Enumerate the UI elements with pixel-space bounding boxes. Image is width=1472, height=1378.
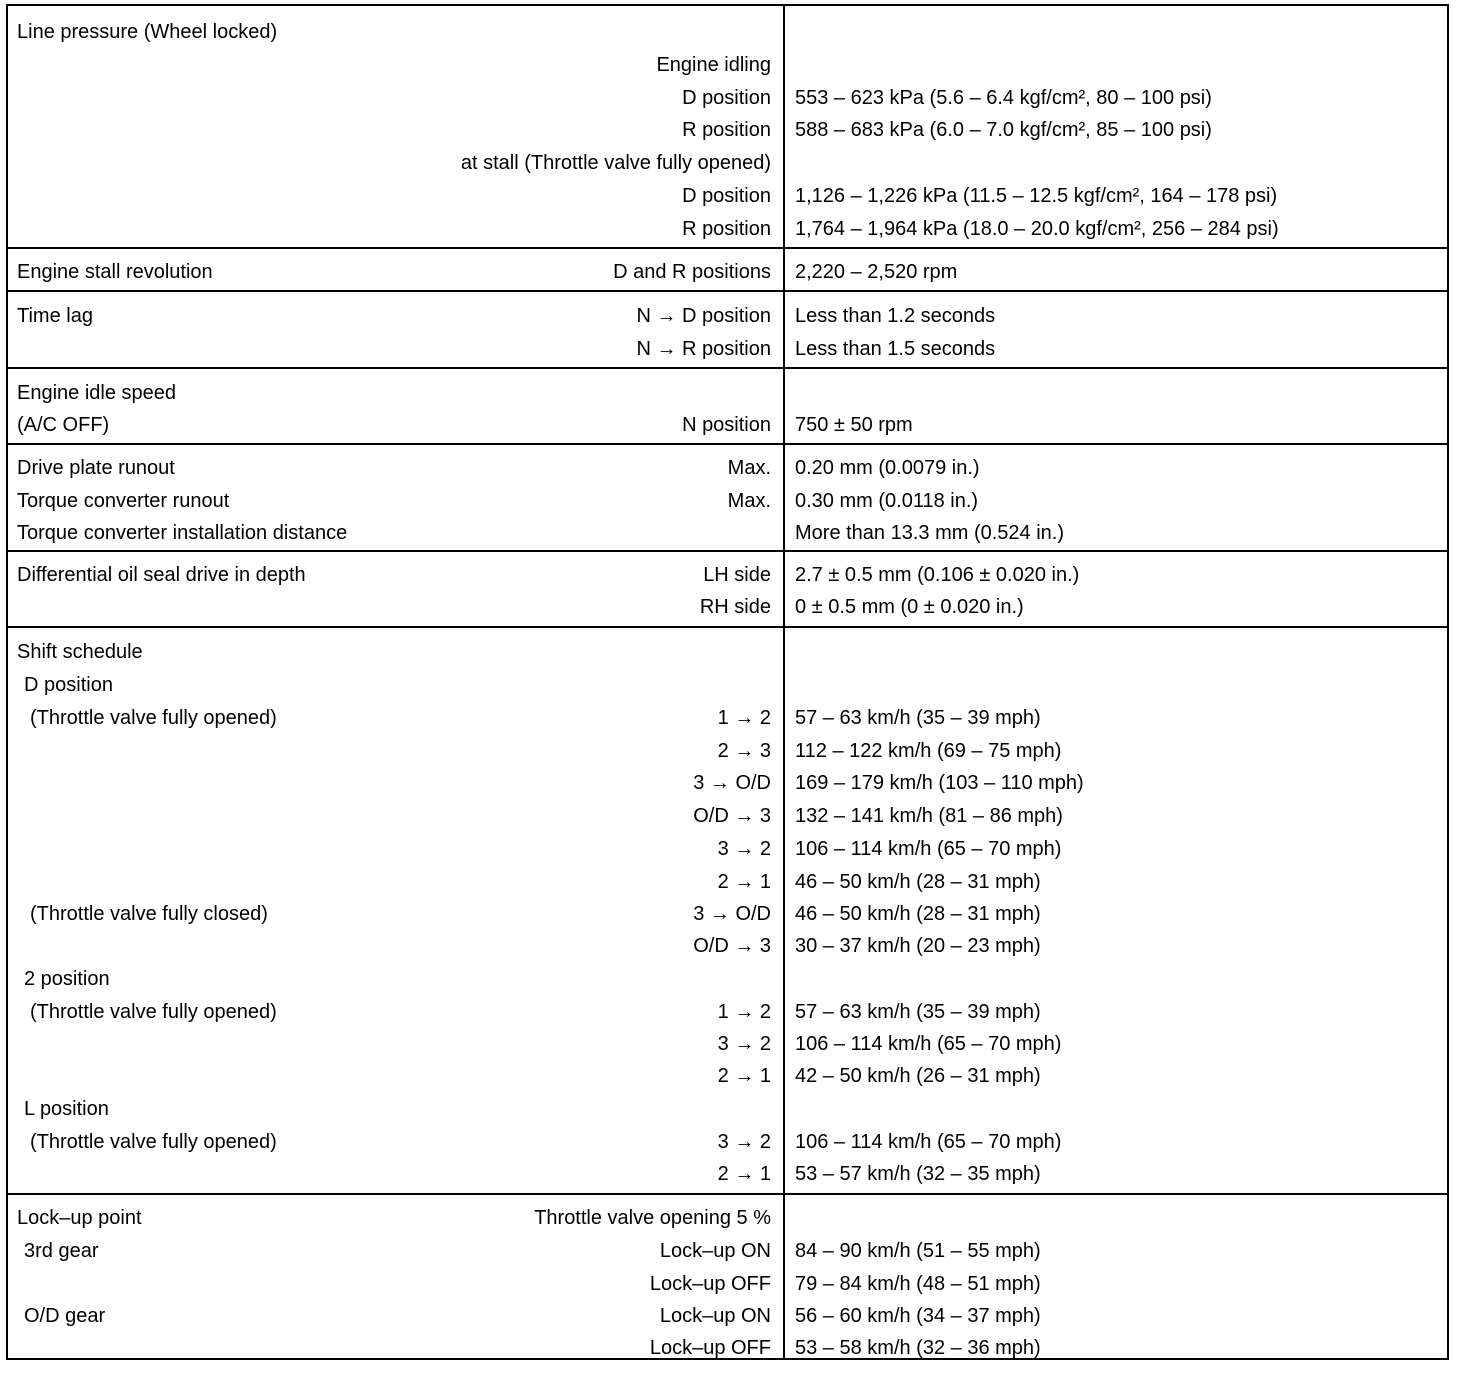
row-value: 1,126 – 1,226 kPa (11.5 – 12.5 kgf/cm², 164 – 178 psi) — [795, 185, 1278, 207]
row-condition: Lock–up OFF — [649, 1337, 771, 1359]
table-row — [8, 1202, 1447, 1235]
row-condition: 3 → O/D — [693, 903, 771, 925]
row-condition: 3 → 2 — [717, 838, 771, 860]
table-row — [8, 1268, 1447, 1301]
spec-table — [6, 4, 1449, 1360]
row-value: 750 ± 50 rpm — [795, 414, 913, 436]
row-label: L position — [24, 1098, 109, 1120]
section-lock-up — [8, 1193, 1447, 1358]
table-row — [8, 1158, 1447, 1191]
table-row — [8, 147, 1447, 180]
table-row — [8, 559, 1447, 592]
row-condition: D position — [682, 87, 771, 109]
row-value: 169 – 179 km/h (103 – 110 mph) — [795, 772, 1084, 794]
row-condition: 2 → 1 — [717, 871, 771, 893]
section-idle-speed — [8, 367, 1447, 443]
row-value: 2.7 ± 0.5 mm (0.106 ± 0.020 in.) — [795, 564, 1080, 586]
table-row — [8, 1300, 1447, 1333]
row-value: 1,764 – 1,964 kPa (18.0 – 20.0 kgf/cm², 256 – 284 psi) — [795, 218, 1279, 240]
row-condition: R position — [682, 119, 771, 141]
row-condition: 1 → 2 — [717, 707, 771, 729]
row-value: 46 – 50 km/h (28 – 31 mph) — [795, 871, 1041, 893]
row-label: Engine idle speed — [17, 382, 177, 404]
table-row — [8, 833, 1447, 866]
row-value: 46 – 50 km/h (28 – 31 mph) — [795, 903, 1041, 925]
row-value: 2,220 – 2,520 rpm — [795, 261, 958, 283]
row-value: 553 – 623 kPa (5.6 – 6.4 kgf/cm², 80 – 100 psi) — [795, 87, 1212, 109]
row-label: Time lag — [17, 305, 93, 327]
table-row — [8, 702, 1447, 735]
row-condition: RH side — [699, 596, 771, 618]
table-row — [8, 800, 1447, 833]
row-condition: 2 → 1 — [717, 1163, 771, 1185]
table-row — [8, 591, 1447, 624]
table-row — [8, 114, 1447, 147]
row-value: 57 – 63 km/h (35 – 39 mph) — [795, 1001, 1041, 1023]
row-condition: 2 → 3 — [717, 740, 771, 762]
row-condition: Lock–up ON — [659, 1240, 771, 1262]
row-condition: O/D → 3 — [693, 935, 771, 957]
table-row — [8, 898, 1447, 931]
row-label: 2 position — [24, 968, 110, 990]
row-condition: at stall (Throttle valve fully opened) — [460, 152, 771, 174]
row-label: Line pressure (Wheel locked) — [17, 21, 278, 43]
row-label: Drive plate runout — [17, 457, 175, 479]
row-label: (Throttle valve fully opened) — [30, 707, 277, 729]
row-label: D position — [24, 674, 113, 696]
section-shift-schedule — [8, 626, 1447, 1193]
table-row — [8, 485, 1447, 518]
row-value: 132 – 141 km/h (81 – 86 mph) — [795, 805, 1063, 827]
row-value: Less than 1.5 seconds — [795, 338, 996, 360]
row-condition: R position — [682, 218, 771, 240]
row-value: 106 – 114 km/h (65 – 70 mph) — [795, 838, 1062, 860]
table-row — [8, 1235, 1447, 1268]
table-row — [8, 256, 1447, 289]
row-label: Torque converter installation distance — [17, 522, 348, 544]
table-row — [8, 517, 1447, 550]
table-row — [8, 377, 1447, 410]
row-condition: Engine idling — [656, 54, 771, 76]
row-condition: 3 → O/D — [693, 772, 771, 794]
row-condition: Max. — [727, 490, 771, 512]
section-oil-seal — [8, 550, 1447, 626]
table-row — [8, 213, 1447, 246]
row-condition: O/D → 3 — [693, 805, 771, 827]
row-condition: Throttle valve opening 5 % — [534, 1207, 771, 1229]
row-value: 57 – 63 km/h (35 – 39 mph) — [795, 707, 1041, 729]
table-row — [8, 1060, 1447, 1093]
table-row — [8, 996, 1447, 1029]
section-engine-stall — [8, 247, 1447, 290]
row-value: 588 – 683 kPa (6.0 – 7.0 kgf/cm², 85 – 100 psi) — [795, 119, 1212, 141]
row-value: 56 – 60 km/h (34 – 37 mph) — [795, 1305, 1041, 1327]
row-value: 0.30 mm (0.0118 in.) — [795, 490, 979, 512]
row-value: 106 – 114 km/h (65 – 70 mph) — [795, 1033, 1062, 1055]
row-value: 30 – 37 km/h (20 – 23 mph) — [795, 935, 1041, 957]
table-row — [8, 767, 1447, 800]
row-label: 3rd gear — [24, 1240, 99, 1262]
row-condition: N → D position — [636, 305, 771, 327]
row-condition: Lock–up ON — [659, 1305, 771, 1327]
row-label: (Throttle valve fully opened) — [30, 1131, 277, 1153]
row-condition: N → R position — [636, 338, 771, 360]
row-condition: 3 → 2 — [717, 1131, 771, 1153]
table-row — [8, 866, 1447, 899]
table-row — [8, 930, 1447, 963]
table-row — [8, 1126, 1447, 1159]
row-condition: Max. — [727, 457, 771, 479]
row-label: Torque converter runout — [17, 490, 230, 512]
row-value: 79 – 84 km/h (48 – 51 mph) — [795, 1273, 1041, 1295]
row-condition: D position — [682, 185, 771, 207]
row-condition: 1 → 2 — [717, 1001, 771, 1023]
row-label: O/D gear — [24, 1305, 106, 1327]
table-row — [8, 963, 1447, 996]
table-row — [8, 452, 1447, 485]
section-line-pressure — [8, 6, 1447, 247]
row-value: 84 – 90 km/h (51 – 55 mph) — [795, 1240, 1041, 1262]
row-value: 53 – 57 km/h (32 – 35 mph) — [795, 1163, 1041, 1185]
row-condition: N position — [682, 414, 771, 436]
row-value: 0 ± 0.5 mm (0 ± 0.020 in.) — [795, 596, 1024, 618]
table-row — [8, 333, 1447, 366]
row-label: Shift schedule — [17, 641, 143, 663]
table-row — [8, 735, 1447, 768]
table-row — [8, 1028, 1447, 1061]
row-label: (Throttle valve fully closed) — [30, 903, 268, 925]
table-row — [8, 49, 1447, 82]
row-value: 112 – 122 km/h (69 – 75 mph) — [795, 740, 1062, 762]
table-row — [8, 409, 1447, 442]
table-row — [8, 669, 1447, 702]
table-row — [8, 1093, 1447, 1126]
table-row — [8, 1332, 1447, 1365]
row-label: Differential oil seal drive in depth — [17, 564, 306, 586]
row-value: 106 – 114 km/h (65 – 70 mph) — [795, 1131, 1062, 1153]
row-condition: 3 → 2 — [717, 1033, 771, 1055]
section-time-lag — [8, 290, 1447, 367]
row-value: More than 13.3 mm (0.524 in.) — [795, 522, 1065, 544]
row-label: Lock–up point — [17, 1207, 142, 1229]
row-condition: Lock–up OFF — [649, 1273, 771, 1295]
row-value: 42 – 50 km/h (26 – 31 mph) — [795, 1065, 1041, 1087]
table-row — [8, 180, 1447, 213]
table-row — [8, 16, 1447, 49]
row-value: 53 – 58 km/h (32 – 36 mph) — [795, 1337, 1041, 1359]
row-value: Less than 1.2 seconds — [795, 305, 996, 327]
row-label: (A/C OFF) — [17, 414, 110, 436]
row-condition: LH side — [703, 564, 771, 586]
section-runout — [8, 443, 1447, 550]
table-row — [8, 300, 1447, 333]
row-condition: D and R positions — [613, 261, 771, 283]
table-row — [8, 82, 1447, 115]
row-label: Engine stall revolution — [17, 261, 213, 283]
row-value: 0.20 mm (0.0079 in.) — [795, 457, 980, 479]
row-label: (Throttle valve fully opened) — [30, 1001, 277, 1023]
table-row — [8, 636, 1447, 669]
row-condition: 2 → 1 — [717, 1065, 771, 1087]
